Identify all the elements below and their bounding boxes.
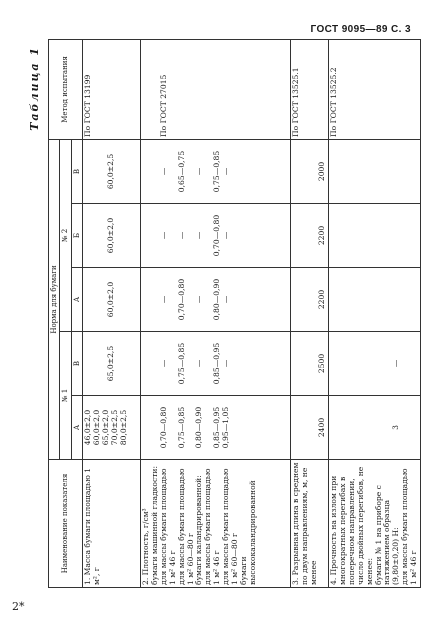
header-name: Наименование показателя [49, 460, 83, 588]
cell-value: — 0,70—0,80 — 0,80—0,90 — [140, 268, 290, 332]
cell-value: 2500 [290, 332, 328, 396]
cell-name: 3. Разрывная длина в среднем по двум направлениям, м, не менее [290, 460, 328, 588]
header-col-2: В [71, 332, 82, 396]
rotated-page-content [28, 40, 419, 588]
cell-value: — 0,75—0,85 — 0,85—0,95 — [140, 332, 290, 396]
table-row [290, 39, 328, 587]
cell-value: 46,0±2,0 60,0±2,0 65,0±2,0 70,0±2,5 80,0±2,5 [82, 396, 140, 460]
cell-value [328, 268, 421, 332]
cell-value: 0,70—0,80 0,75—0,85 0,80—0,90 0,85—0,95 0,95—1,05 [140, 396, 290, 460]
cell-name: 1. Масса бумаги площадью 1 м², г [82, 460, 140, 588]
cell-value: 2200 [290, 204, 328, 268]
cell-value: 60,0±2,0 [82, 204, 140, 268]
cell-method: По ГОСТ 13199 [82, 39, 140, 139]
cell-name: 4. Прочность на излом при многократных перегибах в поперечном направлении, число двойных перегибов, не менее: бумаги № 1 на приборе с натяжением образца (9,80±0,20) Н: для массы бумаги площадью 1 м² 46 г [328, 460, 421, 588]
page-number: 2* [12, 600, 25, 613]
cell-method: По ГОСТ 13525.1 [290, 39, 328, 139]
table-row [82, 39, 140, 587]
page-header: ГОСТ 9095—89 С. 3 [310, 24, 411, 35]
header-col-3: А [71, 268, 82, 332]
cell-value [328, 204, 421, 268]
cell-value: 60,0±2,0 [82, 268, 140, 332]
header-no1: № 1 [60, 332, 71, 460]
cell-value: 2000 [290, 139, 328, 203]
cell-value: 2200 [290, 268, 328, 332]
header-norm-group: Норма для бумаги [49, 139, 60, 459]
spec-table [48, 39, 421, 588]
header-no2: № 2 [60, 139, 71, 331]
cell-value [328, 139, 421, 203]
cell-value: — — — 0,70—0,80 — [140, 204, 290, 268]
table-caption: Таблица 1 [28, 46, 41, 131]
header-col-4: Б [71, 204, 82, 268]
cell-value: 65,0±2,5 [82, 332, 140, 396]
cell-name: 2. Плотность, г/см³ бумаги машинной гладкости: для массы бумаги площадью 1 м² 46 г для массы бумаги площадью 1 м² 60—80 г бумаги каландрированной: для массы бумаги площадью 1 м² 46 г для массы бумаги площадью 1 м² 60—80 г бумаги высококаландрированной [140, 460, 290, 588]
cell-method: По ГОСТ 13525.2 [328, 39, 421, 139]
cell-method: По ГОСТ 27015 [140, 39, 290, 139]
table-row [140, 39, 290, 587]
header-method: Метод испытания [49, 39, 83, 139]
cell-value: 2400 [290, 396, 328, 460]
cell-value: 3 [328, 396, 421, 460]
header-col-1: А [71, 396, 82, 460]
table-row [328, 39, 421, 587]
cell-value: 60,0±2,5 [82, 139, 140, 203]
cell-value: — [328, 332, 421, 396]
header-col-5: В [71, 139, 82, 203]
cell-value: — 0,65—0,75 — 0,75—0,85 — [140, 139, 290, 203]
